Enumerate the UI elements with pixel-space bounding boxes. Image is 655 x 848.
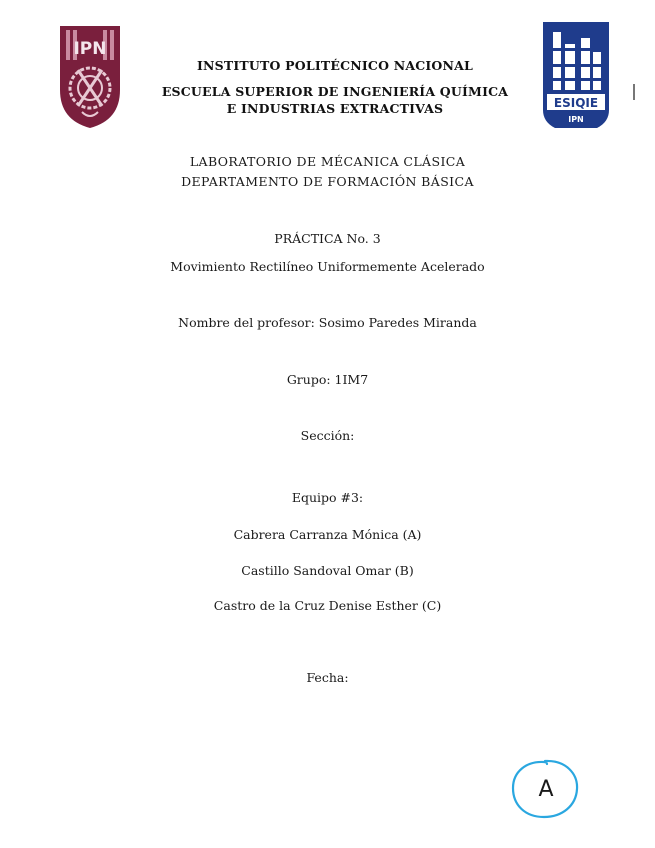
page-edge-mark (633, 84, 635, 100)
svg-text:ESIQIE: ESIQIE (553, 96, 599, 110)
professor-name: Nombre del profesor: Sosimo Paredes Miranda (178, 315, 477, 330)
section-label: Sección: (300, 428, 355, 443)
department-title: DEPARTAMENTO DE FORMACIÓN BÁSICA (181, 174, 474, 189)
school-name-line1: ESCUELA SUPERIOR DE INGENIERÍA QUÍMICA (161, 84, 509, 99)
ipn-logo-icon (52, 20, 128, 132)
team-member: Cabrera Carranza Mónica (A) (233, 527, 422, 542)
team-member: Castro de la Cruz Denise Esther (C) (213, 598, 442, 613)
team-label: Equipo #3: (291, 490, 364, 505)
date-label: Fecha: (306, 670, 349, 685)
school-name-line2: E INDUSTRIAS EXTRACTIVAS (226, 101, 444, 116)
institute-name: INSTITUTO POLITÉCNICO NACIONAL (196, 58, 474, 73)
lab-title: LABORATORIO DE MÉCANICA CLÁSICA (189, 154, 466, 169)
group-label: Grupo: 1IM7 (286, 372, 369, 387)
svg-text:IPN: IPN (568, 115, 584, 124)
svg-text:IPN: IPN (73, 39, 107, 59)
esiqie-logo-icon (535, 18, 617, 134)
practice-number: PRÁCTICA No. 3 (274, 231, 381, 246)
practice-title: Movimiento Rectilíneo Uniformemente Acelerado (170, 259, 485, 274)
circled-letter-annotation (510, 758, 580, 820)
svg-text:A: A (538, 777, 554, 802)
team-member: Castillo Sandoval Omar (B) (241, 563, 414, 578)
